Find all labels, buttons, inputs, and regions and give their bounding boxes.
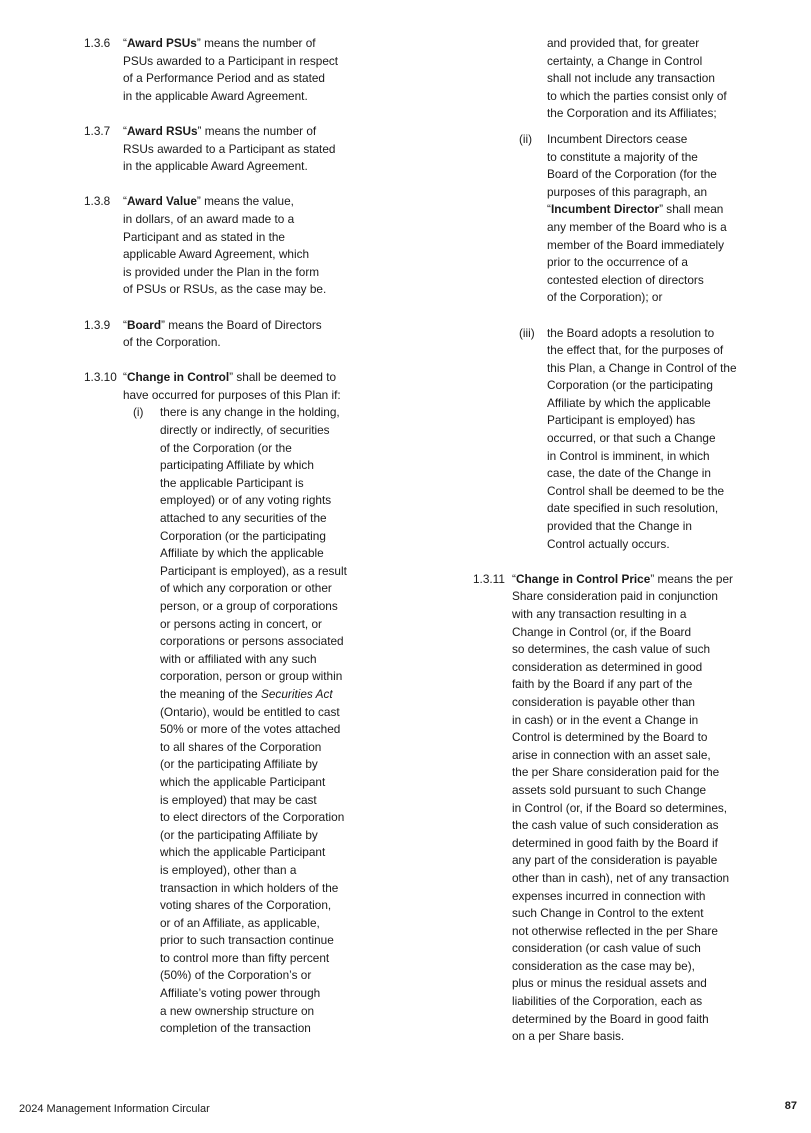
- text-line: the applicable Participant is: [160, 475, 304, 490]
- text-line: purposes of this paragraph, an: [547, 184, 708, 199]
- clause-number: 1.3.6: [84, 36, 111, 50]
- text-line: in Control (or, if the Board so determines,: [512, 800, 728, 815]
- clause-first-line: “Award RSUs” means the number of: [123, 123, 317, 138]
- text-line: a new ownership structure on: [160, 1003, 315, 1018]
- text-line: with any transaction resulting in a: [512, 607, 687, 621]
- definition-lead: ” means the number of: [196, 36, 316, 50]
- text-line: so determines, the cash value of such: [512, 642, 711, 657]
- text-line: member of the Board immediately: [547, 237, 725, 252]
- text-line: Affiliate by which the applicable: [547, 395, 711, 410]
- text-line: determined in good faith by the Board if: [512, 835, 718, 850]
- text-line: is employed), other than a: [160, 862, 297, 877]
- text-line: (50%) of the Corporation’s or: [160, 968, 312, 983]
- clause-text: [123, 317, 384, 352]
- text-line: in the applicable Award Agreement.: [123, 88, 308, 103]
- clause-text: [123, 35, 384, 105]
- text-line: consideration as the case may be),: [512, 958, 695, 973]
- definition-lead: ” shall be deemed to: [229, 370, 337, 385]
- text-line: is employed) that may be cast: [160, 792, 317, 807]
- text-line: consideration (or cash value of such: [512, 941, 701, 956]
- definition-lead: ” means the number of: [197, 123, 317, 138]
- text-line: contested election of directors: [547, 272, 704, 287]
- text-line: (or the participating Affiliate by: [160, 757, 318, 772]
- subclause-text: [547, 131, 773, 307]
- text-line: shall not include any transaction: [547, 71, 715, 86]
- text-line: in cash) or in the event a Change in: [512, 712, 699, 727]
- text-line: case, the date of the Change in: [547, 466, 711, 481]
- text-line: this Plan, a Change in Control of the: [547, 360, 737, 375]
- definition-lead: ” shall mean: [659, 202, 724, 217]
- securities-act-line: [160, 686, 384, 704]
- defined-term: Award Value: [126, 194, 197, 209]
- text-line: in dollars, of an award made to a: [123, 211, 295, 226]
- text-line: to control more than fifty percent: [160, 950, 330, 965]
- defined-term: Award RSUs: [126, 123, 198, 138]
- text-line: to elect directors of the Corporation: [160, 810, 345, 825]
- clause-1-3-6: [84, 35, 384, 105]
- text-line: (Ontario), would be entitled to cast: [160, 704, 340, 719]
- text-line: or persons acting in concert, or: [160, 616, 322, 631]
- subclause-number: (iii): [519, 325, 535, 340]
- clause-first-line: “Award Value” means the value,: [123, 194, 294, 209]
- text-line: 50% or more of the votes attached: [160, 722, 341, 737]
- clause-text: [123, 123, 384, 176]
- clause-first-line: “Board” means the Board of Directors: [123, 317, 322, 332]
- definition-lead: ” means the per: [650, 571, 733, 586]
- securities-act-title: Securities Act: [261, 686, 333, 701]
- text-line: Participant is employed) has: [547, 413, 696, 428]
- text-line: PSUs awarded to a Participant in respect: [123, 53, 339, 68]
- text-line: date specified in such resolution,: [547, 501, 719, 516]
- text-line: corporation, person or group within: [160, 669, 343, 684]
- text-line: which the applicable Participant: [160, 845, 326, 860]
- text-line: of which any corporation or other: [160, 581, 332, 596]
- right-column: [473, 35, 773, 1063]
- text-line: Affiliate’s voting power through: [160, 986, 321, 1001]
- text-line: consideration is payable other than: [512, 694, 695, 709]
- text-line: corporations or persons associated: [160, 634, 344, 649]
- defined-term: Change in Control Price: [515, 571, 651, 586]
- text-line: of PSUs or RSUs, as the case may be.: [123, 282, 327, 297]
- text-line: to constitute a majority of the: [547, 149, 698, 164]
- text-line: the per Share consideration paid for the: [512, 765, 720, 780]
- meaning-text: the meaning of the: [160, 686, 261, 701]
- text-line: have occurred for purposes of this Plan if:: [123, 387, 341, 402]
- subclause-text: [547, 325, 773, 554]
- text-line: the cash value of such consideration as: [512, 818, 719, 833]
- defined-term: Incumbent Director: [550, 202, 660, 217]
- text-line: completion of the transaction: [160, 1021, 311, 1036]
- clause-1-3-9: [84, 317, 384, 352]
- text-line: other than in cash), net of any transaction: [512, 870, 730, 885]
- subclause-i: [123, 404, 384, 1037]
- text-line: which the applicable Participant: [160, 774, 326, 789]
- clause-1-3-11: [473, 571, 773, 1046]
- left-column: [84, 35, 384, 1055]
- clause-text: [123, 193, 384, 299]
- clause-number: 1.3.9: [84, 317, 111, 332]
- text-line: liabilities of the Corporation, each as: [512, 994, 703, 1009]
- clause-1-3-8: [84, 193, 384, 299]
- text-line: voting shares of the Corporation,: [160, 898, 332, 913]
- clause-first-line: “Award PSUs” means the number of: [123, 36, 316, 50]
- text-line: or of an Affiliate, as applicable,: [160, 915, 320, 930]
- text-line: of the Corporation); or: [547, 290, 663, 305]
- clause-first-line: “Change in Control Price” means the per: [512, 571, 733, 586]
- text-line: consideration as determined in good: [512, 659, 703, 674]
- clause-text: [512, 571, 773, 1046]
- text-line: is provided under the Plan in the form: [123, 264, 320, 279]
- footer-title: 2024 Management Information Circular: [19, 1103, 210, 1115]
- incumbent-director-line: “Incumbent Director” shall mean: [547, 202, 724, 217]
- text-line: not otherwise reflected in the per Share: [512, 923, 718, 938]
- text-line: on a per Share basis.: [512, 1029, 625, 1044]
- text-line: plus or minus the residual assets and: [512, 976, 707, 991]
- subclause-text: [160, 404, 384, 1037]
- text-line: there is any change in the holding,: [160, 405, 340, 420]
- text-line: of the Corporation.: [123, 335, 221, 350]
- defined-term: Change in Control: [126, 370, 230, 385]
- clause-number: 1.3.11: [473, 571, 505, 586]
- subclause-ii: [473, 131, 773, 307]
- text-line: provided that the Change in: [547, 519, 692, 534]
- text-line: the effect that, for the purposes of: [547, 343, 724, 358]
- defined-term: Board: [126, 317, 162, 332]
- text-line: Control actually occurs.: [547, 536, 670, 551]
- text-line: assets sold pursuant to such Change: [512, 782, 707, 797]
- text-line: Board of the Corporation (for the: [547, 167, 717, 182]
- subclause-iii: [473, 325, 773, 554]
- clause-number: 1.3.10: [84, 370, 117, 385]
- text-line: to which the parties consist only of: [547, 88, 727, 103]
- text-line: to all shares of the Corporation: [160, 739, 322, 754]
- continuation-text: [547, 35, 773, 123]
- text-line: Incumbent Directors cease: [547, 131, 688, 146]
- text-line: expenses incurred in connection with: [512, 888, 706, 903]
- text-line: faith by the Board if any part of the: [512, 677, 693, 692]
- text-line: Corporation (or the participating: [547, 378, 713, 393]
- subclause-number: (ii): [519, 131, 533, 146]
- text-line: certainty, a Change in Control: [547, 53, 703, 68]
- text-line: any member of the Board who is a: [547, 219, 727, 234]
- text-line: occurred, or that such a Change: [547, 431, 716, 446]
- text-line: participating Affiliate by which: [160, 458, 314, 473]
- text-line: attached to any securities of the: [160, 511, 327, 526]
- definition-lead: ” means the Board of Directors: [161, 317, 322, 332]
- text-line: arise in connection with an asset sale,: [512, 747, 711, 762]
- text-line: employed) or of any voting rights: [160, 493, 332, 508]
- text-line: and provided that, for greater: [547, 36, 700, 50]
- text-line: of a Performance Period and as stated: [123, 71, 325, 86]
- text-line: Participant is employed), as a result: [160, 563, 347, 578]
- text-line: Affiliate by which the applicable: [160, 546, 324, 561]
- text-line: the Corporation and its Affiliates;: [547, 106, 717, 121]
- clause-first-line: “Change in Control” shall be deemed to: [123, 370, 337, 385]
- text-line: transaction in which holders of the: [160, 880, 339, 895]
- page-number: 87: [784, 1100, 797, 1112]
- text-line: such Change in Control to the extent: [512, 906, 704, 921]
- clause-number: 1.3.7: [84, 123, 111, 138]
- text-line: in Control is imminent, in which: [547, 448, 710, 463]
- text-line: Control is determined by the Board to: [512, 730, 708, 745]
- clause-1-3-7: [84, 123, 384, 176]
- subclause-number: (i): [133, 405, 144, 420]
- clause-1-3-10: [84, 369, 384, 404]
- definition-lead: ” means the value,: [196, 194, 294, 209]
- text-line: any part of the consideration is payable: [512, 853, 718, 868]
- clause-number: 1.3.8: [84, 194, 111, 209]
- text-line: prior to such transaction continue: [160, 933, 334, 948]
- text-line: Corporation (or the participating: [160, 528, 326, 543]
- text-line: Change in Control (or, if the Board: [512, 624, 692, 639]
- text-line: determined by the Board in good faith: [512, 1011, 709, 1026]
- text-line: Control shall be deemed to be the: [547, 483, 725, 498]
- clause-text: [123, 369, 384, 404]
- text-line: with or affiliated with any such: [160, 651, 317, 666]
- text-line: Participant and as stated in the: [123, 229, 285, 244]
- text-line: in the applicable Award Agreement.: [123, 159, 308, 174]
- text-line: prior to the occurrence of a: [547, 255, 688, 270]
- text-line: RSUs awarded to a Participant as stated: [123, 141, 336, 156]
- text-line: person, or a group of corporations: [160, 599, 338, 613]
- text-line: (or the participating Affiliate by: [160, 827, 318, 842]
- text-line: directly or indirectly, of securities: [160, 423, 330, 438]
- text-line: Share consideration paid in conjunction: [512, 589, 718, 604]
- text-line: the Board adopts a resolution to: [547, 325, 715, 340]
- text-line: of the Corporation (or the: [160, 440, 292, 455]
- text-line: applicable Award Agreement, which: [123, 247, 310, 262]
- defined-term: Award PSUs: [126, 36, 197, 50]
